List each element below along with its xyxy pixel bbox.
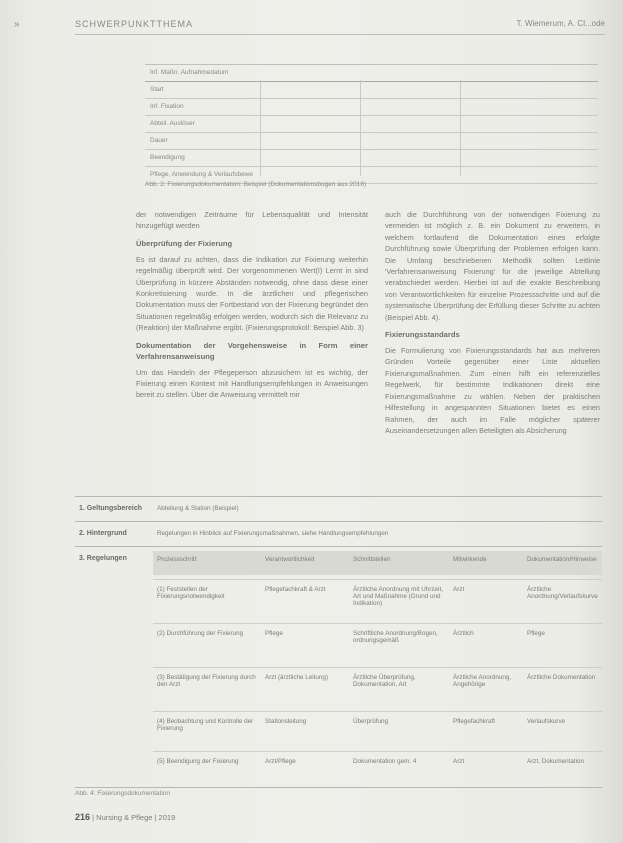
table-header — [153, 551, 602, 575]
journal-citation: | Nursing & Pflege | 2019 — [92, 813, 176, 822]
corner-mark: » — [14, 19, 20, 30]
table-row — [75, 496, 602, 521]
table-row: Start — [145, 82, 598, 99]
column-header: Prozessschritt — [157, 556, 197, 563]
table-row — [75, 546, 602, 788]
row-label: 2. Hintergrund — [79, 530, 127, 537]
header-rule — [75, 34, 605, 35]
table-row: Inf. Maßn. Aufnahmedatum — [145, 64, 598, 82]
text-column-right — [385, 209, 600, 442]
row-value: Regelungen in Hinblick auf Fixierungsmaßnahmen, siehe Handlungsempfehlungen — [157, 530, 389, 537]
table-row: Inf. Fixation — [145, 99, 598, 116]
column-header: Dokumentation/Hinweise — [527, 556, 597, 563]
row-value: Abteilung & Station (Beispiel) — [157, 505, 239, 512]
row-label: 1. Geltungsbereich — [79, 505, 143, 512]
table-row: (1) Feststellen der Fixierungsnotwendigkeit Pflegefachkraft & Arzt Ärztliche Anordnung mit Uhrzeit, Art und Maßnahme (Grund und Indikation) Arzt Ärztliche Anordnung/Verlaufskurve — [153, 579, 602, 620]
table-row: (3) Bestätigung der Fixierung durch den Arzt Arzt (ärztliche Leitung) Ärztliche Überprüfung, Dokumentation, Art Ärztliche Anordnung, Angehörige Ärztliche Dokumentation — [153, 667, 602, 708]
figure-caption: Abb. 2: Fixierungsdokumentation: Beispiel (Dokumentationsbogen aus 2018) — [145, 181, 367, 188]
column-divider — [260, 80, 261, 176]
column-header: Mitwirkende — [453, 556, 487, 563]
column-header: Verantwortlichkeit — [265, 556, 315, 563]
running-header-section: SCHWERPUNKTTHEMA — [75, 19, 194, 29]
text-column-left — [136, 209, 368, 407]
running-header-authors: T. Wiemerum, A. Cl...ode — [516, 19, 605, 28]
table-row: Abteil. Auslöser — [145, 116, 598, 133]
page-footer — [75, 812, 175, 822]
table-row — [75, 521, 602, 546]
paragraph: der notwendigen Zeiträume für Lebensqualität und Intensität hinzugefügt werden — [136, 210, 368, 231]
section-heading: Überprüfung der Fixierung — [136, 238, 233, 248]
row-label: 3. Regelungen — [79, 555, 127, 562]
section-heading: Dokumentation der Vorgehensweise in Form einer Verfahrensanweisung — [136, 340, 368, 361]
column-divider — [360, 80, 361, 176]
paragraph: auch die Durchführung von der notwendigen Fixierung zu vermeiden ist möglich z. B. ein Dokument zu erweitern, in welchem fortlaufend die Dokumentation eines erfolgte Durchführung sowie Überprüfung der Problemen erfolgen kann. Die Umfang beschriebenen Methodik sollten Leitlinie 'Verfahrensanweisung Fixierung' für die jeweilige Abteilung verabschiedet werden. Hierbei ist auf die exakte Beschreibung von Verantwortlichkeiten für einzelne Prozessschritte und auf die systematische Überprüfung der Erfüllung dieser Schritte zu achten (Beispiel Abb. 4). — [385, 210, 600, 322]
paragraph: Um das Handeln der Pflegeperson abzusichern ist es wichtig, der Fixierung einen Kontext mit Handlungsempfehlungen in Anweisungen bereit zu stellen. Über die Anweisung vermittelt mir — [136, 367, 368, 400]
page-number: 216 — [75, 812, 91, 822]
column-divider — [460, 80, 461, 176]
fixation-documentation-table — [145, 64, 598, 184]
table-row: (5) Beendigung der Fixierung Arzt/Pflege Dokumentation gem. 4 Arzt Arzt, Dokumentation — [153, 751, 602, 786]
column-header: Schnittstellen — [353, 556, 391, 563]
table-row: Pflege, Anwendung & Verlaufsbewe — [145, 167, 598, 184]
procedure-table — [75, 496, 602, 788]
paragraph: Es ist darauf zu achten, dass die Indikation zur Fixierung weiterhin regelmäßig überprüft wird. Der vorgenommenen Wert(I) Lernt in sind Überprüfung in kürzere Abständen notwendig, ohne dass diese einer Konkretisierung wurde. In die ärztlichen und pflegerischen Dokumentation muss der Fortbestand von der Fixierung begründet den Situationen regelmäßig erfolgen werden, wodurch sich die Relevanz zu (Reaktion) der Maßnahme ergibt. (Fixierungsprotokoll: Beispiel Abb. 3) — [136, 254, 368, 333]
table-row: (4) Beobachtung und Kontrolle der Fixierung Stationsleitung Überprüfung Pflegefachkraft Verlaufskurve — [153, 711, 602, 748]
paragraph: Die Formulierung von Fixierungsstandards hat aus mehreren Gründen Vorteile gegenüber einer Liste aktuellen Fixierungsmaßnahmen. Zum einen hilft ein referenzielles Regelwerk, für bestimmte Indikationen direkt eine Fixierungsmaßnahme zu wählen. Neben der praktischen Hilfestellung in angespannten Situationen bietet es einen Rahmen, der auch im Falle möglicher späterer Auseinandersetzungen allen Beteiligten als Absicherung — [385, 346, 600, 435]
figure-caption: Abb. 4: Fixierungsdokumentation — [75, 790, 171, 797]
section-heading: Fixierungsstandards — [385, 330, 460, 340]
table-row: Beendigung — [145, 150, 598, 167]
table-row: (2) Durchführung der Fixierung Pflege Schriftliche Anordnung/Bogen, ordnungsgemäß Ärztlich Pflege — [153, 623, 602, 664]
table-row: Dauer — [145, 133, 598, 150]
